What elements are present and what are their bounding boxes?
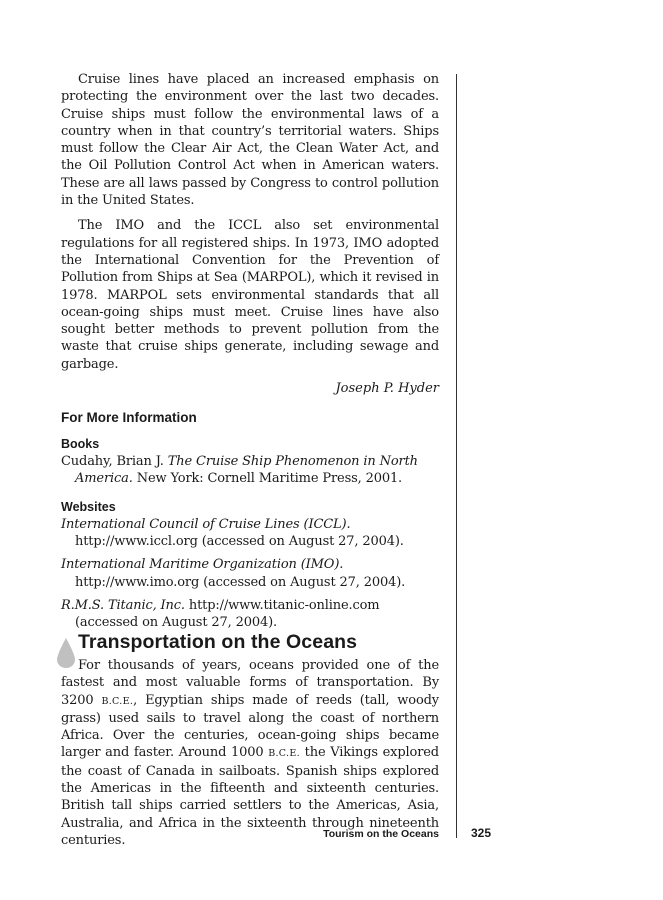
article-author: Joseph P. Hyder — [335, 381, 439, 397]
page-number: 325 — [471, 826, 492, 840]
website-title: R.M.S. Titanic, Inc. — [61, 597, 185, 613]
section-paragraph: For thousands of years, oceans provided one of the fastest and most valuable forms of transportation. By 3200 B.C.E., Egyptian ships made of reeds (tall, woody grass) used sails to travel along the coast of northern Africa. Over the centuries, ocean-going ships became larger and faster. Around 1000 B.C.E. the Vikings explored the coast of Canada in sailboats. Spanish ships explored the Americas in the fifteenth and sixteenth centuries. British tall ships carried settlers to the Americas, Asia, Australia, and Africa in the sixteenth through nineteenth centuries. — [61, 658, 440, 848]
article-paragraph-1: Cruise lines have placed an increased emphasis on protecting the environment over the last two decades. Cruise ships must follow the environmental laws of a country when in that country’s territorial waters. Ships must follow the Clear Air Act, the Clean Water Act, and the Oil Pollution Control Act when in American waters. These are all laws passed by Congress to control pollution in the United States. — [61, 72, 439, 209]
running-footer-title: Tourism on the Oceans — [323, 828, 439, 840]
book-publisher: New York: Cornell Maritime Press, 2001. — [136, 471, 403, 487]
era-label: B.C.E. — [101, 695, 134, 707]
book-author: Cudahy, Brian J. — [61, 454, 164, 470]
water-drop-icon — [56, 637, 76, 669]
section-header — [61, 631, 439, 657]
era-label: B.C.E. — [268, 748, 300, 760]
transportation-section — [61, 631, 439, 849]
websites-heading: Websites — [61, 499, 116, 514]
website-url: http://www.titanic-online.com (accessed on August 27, 2004). — [75, 597, 380, 631]
article-column — [61, 71, 439, 637]
website-title: International Maritime Organization (IMO). — [61, 557, 344, 573]
section-first-line: For thousands of years, oceans provided one of the fastest and — [61, 658, 439, 691]
article-paragraph-2: The IMO and the ICCL also set environmental regulations for all registered ships. In 1973, IMO adopted the International Convention for the Prevention of Pollution from Ships at Sea (MARPOL), which it revised in 1978. MARPOL sets environmental standards that all ocean-going ships must meet. Cruise lines have also sought better methods to prevent pollution from the waste that cruise ships generate, including sewage and garbage. — [61, 218, 439, 372]
book-title: The Cruise Ship Phenomenon in North America. — [75, 454, 418, 487]
website-reference — [61, 516, 439, 551]
website-url: http://www.iccl.org (accessed on August 27, 2004). — [75, 533, 404, 549]
website-reference — [61, 556, 439, 591]
column-rule — [456, 74, 457, 838]
website-url: http://www.imo.org (accessed on August 27, 2004). — [75, 574, 406, 590]
more-info-heading: For More Information — [61, 410, 197, 426]
section-title: Transportation on the Oceans — [78, 631, 358, 653]
website-title: International Council of Cruise Lines (ICCL). — [61, 516, 351, 532]
website-reference — [61, 597, 439, 632]
books-heading: Books — [61, 437, 100, 452]
book-reference — [61, 453, 439, 488]
